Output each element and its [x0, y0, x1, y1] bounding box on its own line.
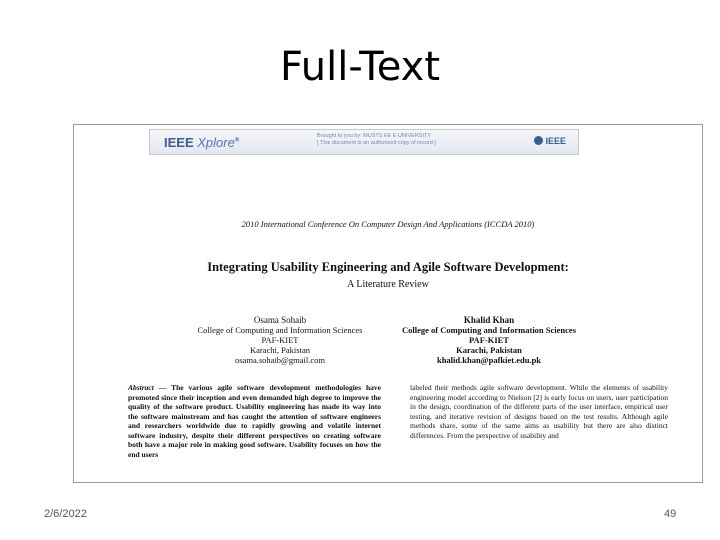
- abstract-label: Abstract: [128, 383, 154, 392]
- author-name: Khalid Khan: [463, 315, 515, 325]
- ieee-logo-text: IEEE: [545, 136, 566, 146]
- conference-line: 2010 International Conference On Computer Design And Applications (ICCDA 2010): [241, 219, 535, 229]
- author-block-1: [160, 315, 400, 365]
- brand-xplore-text: Xplore: [197, 135, 235, 150]
- author-email: khalid.khan@pafkiet.edu.pk: [436, 355, 542, 365]
- brand-ieee-text: IEEE: [164, 135, 194, 150]
- abstract-column: [128, 383, 381, 459]
- author-block-2: [374, 315, 604, 365]
- paper-subtitle: A Literature Review: [347, 279, 429, 290]
- author-location: Karachi, Pakistan: [250, 345, 310, 355]
- author-org: PAF-KIET: [469, 335, 509, 345]
- paper-page: [74, 125, 702, 482]
- author-name: Osama Sohaib: [253, 315, 307, 325]
- paper-screenshot: [73, 124, 703, 483]
- paper-title: Integrating Usability Engineering and Agile Software Development:: [207, 260, 569, 274]
- slide-date: 2/6/2022: [44, 508, 87, 520]
- author-affiliation: College of Computing and Information Sciences: [401, 325, 576, 335]
- slide-title: Full-Text: [279, 44, 441, 90]
- intro-column: labeled their methods agile software development. While the elements of usability engineering model according to Nielson [2] is early focus on users, user participation in the design, coordination of the different parts of the user interface, empirical user testing, and iterative revision of designs based on the test results. Although agile methods share, some of the same aims as usability but there are also distinct differences. From the perspective of usability and: [410, 383, 668, 440]
- access-notice-line2: [ This document is an authorized copy of record ]: [317, 140, 436, 146]
- brand-mark: ®: [234, 137, 240, 144]
- abstract-text: — The various agile software development methodologies have promoted since their inception and even demanded high degree to improve the quality of the software product. Usability engineering has made its way into the software mainstream and has caught the attention of software engineers and researchers worldwide due to rapidly growing and volatile internet software industry, despite their different perspectives on creating software both have a major role in making good software. Usability focuses on how the end users: [128, 383, 381, 459]
- access-notice-line1: Brought to you by: MUSTS EE E UNIVERSITY: [317, 133, 432, 139]
- author-location: Karachi, Pakistan: [456, 345, 522, 355]
- author-email: osama.sohaib@gmail.com: [235, 355, 325, 365]
- author-org: PAF-KIET: [261, 335, 299, 345]
- author-affiliation: College of Computing and Information Sciences: [197, 325, 363, 335]
- slide-page-number: 49: [664, 508, 677, 520]
